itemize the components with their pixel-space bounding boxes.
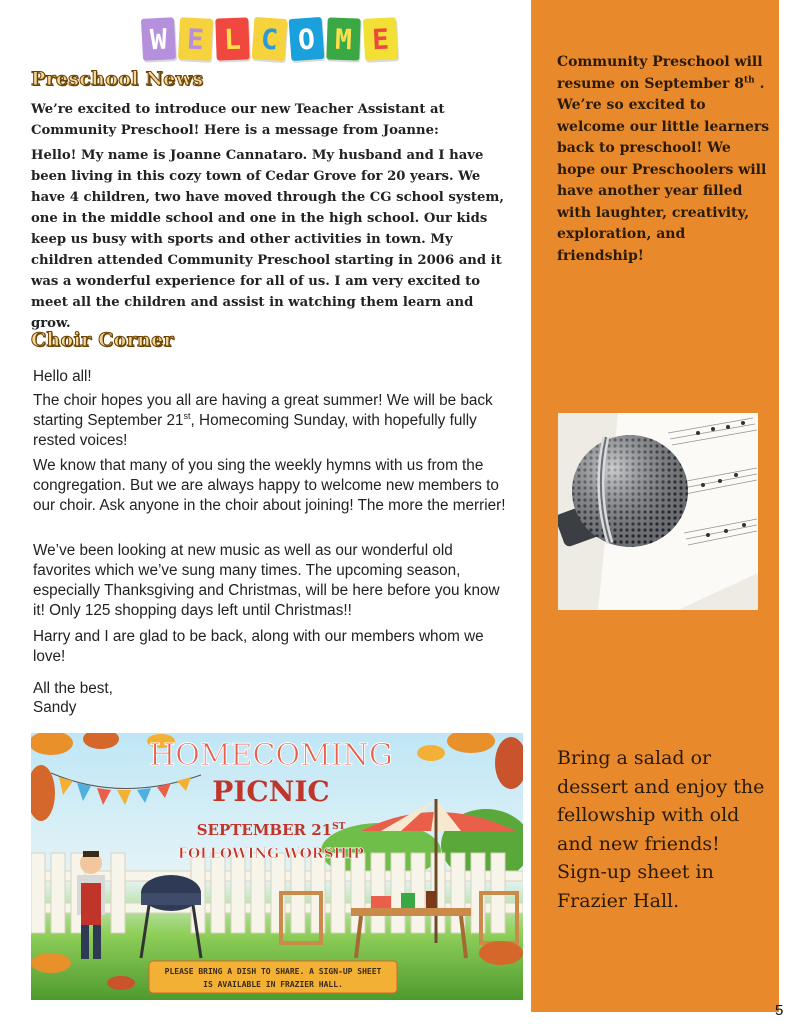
- welcome-letter: M: [326, 17, 360, 60]
- welcome-letter: L: [215, 17, 249, 60]
- microphone-sheet-music-photo: [558, 413, 758, 610]
- choir-paragraph-4: Harry and I are glad to be back, along with our members whom we love!: [33, 628, 484, 665]
- choir-paragraph-2: We know that many of you sing the weekly hymns with us from the congregation. But we are always happy to welcome new members to our choir. Ask anyone in the choir about joining! The more the merrier!: [33, 457, 506, 514]
- welcome-banner: [142, 18, 442, 66]
- picnic-subtitle: FOLLOWING WORSHIP: [178, 846, 364, 862]
- picnic-sidebar-note: Bring a salad or dessert and enjoy the fellowship with old and new friends! Sign-up sheet in Frazier Hall.: [557, 747, 765, 912]
- welcome-letter: E: [363, 17, 398, 61]
- joanne-message: Hello! My name is Joanne Cannataro. My husband and I have been living in this cozy town of Cedar Grove for 20 years. We have 4 children, two have moved through the CG school system, one in the middle school and one in the high school. Our kids keep us busy with sports and other activities in town. My children attended Community Preschool starting in 2006 and it was a wonderful experience for all of us. I am very excited to meet all the children and assist in watching them learn and grow.: [31, 148, 504, 331]
- picnic-banner-line2: IS AVAILABLE IN FRAZIER HALL.: [203, 980, 343, 989]
- choir-signature: Sandy: [33, 699, 77, 716]
- welcome-letter: W: [141, 17, 176, 61]
- page-number: 5: [775, 1002, 784, 1019]
- preschool-intro: We’re excited to introduce our new Teacher Assistant at Community Preschool! Here is a message from Joanne:: [31, 102, 445, 138]
- choir-paragraph-3: We’ve been looking at new music as well as our wonderful old favorites which we’ve sung many times. The upcoming season, especially Thanksgiving and Christmas, will be here before you know it! Only 125 shopping days left until Christmas!!: [33, 542, 500, 619]
- preschool-welcome-note: We’re so excited to welcome our little learners back to preschool! We hope our Preschoolers will have another year filled with laughter, creativity, exploration, and friendship!: [557, 97, 770, 264]
- picnic-date: SEPTEMBER 21ST: [196, 821, 346, 839]
- preschool-news-heading: Preschool News: [31, 68, 204, 90]
- welcome-letter: O: [289, 17, 325, 61]
- choir-paragraph-1: The choir hopes you all are having a great summer! We will be back starting September 21st, Homecoming Sunday, with hopefully fully rested voices!: [33, 392, 493, 449]
- welcome-letter: E: [178, 17, 213, 61]
- choir-greeting: Hello all!: [33, 368, 92, 385]
- preschool-resume-note: Community Preschool will resume on September 8th . We’re so excited to welcome our little learners back to preschool! We hope our Preschoolers will have another year filled with laughter, creativity, exploration, and friendship!: [557, 52, 772, 267]
- choir-corner-heading: Choir Corner: [31, 329, 174, 351]
- picnic-title-line2: PICNIC: [212, 775, 330, 808]
- picnic-banner-line1: PLEASE BRING A DISH TO SHARE. A SIGN-UP SHEET: [164, 967, 382, 976]
- welcome-letter: C: [252, 17, 288, 61]
- picnic-title-line1: HOMECOMING: [149, 738, 393, 773]
- choir-closing: All the best,: [33, 680, 113, 697]
- homecoming-picnic-poster: [31, 733, 523, 1000]
